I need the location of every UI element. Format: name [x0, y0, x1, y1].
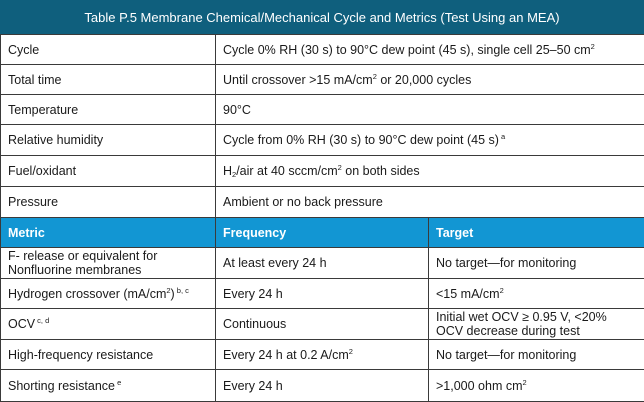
target-cell: Initial wet OCV ≥ 0.95 V, <20% OCV decrease during test [429, 309, 644, 340]
table-row [1, 65, 644, 95]
condition-value: Until crossover >15 $mA/cm^2$ or 20,000 cycles [216, 65, 644, 95]
condition-label: Cycle [1, 35, 216, 65]
table-row [1, 279, 644, 309]
condition-label: Pressure [1, 187, 216, 218]
target-cell: No target—for monitoring [429, 248, 644, 279]
table-row [1, 309, 644, 340]
target-cell: >1,000 ohm $cm^2$ [429, 370, 644, 402]
table-title: Table P.5 Membrane Chemical/Mechanical Cycle and Metrics (Test Using an MEA) [0, 0, 644, 34]
frequency-cell: Every 24 h [216, 279, 429, 309]
condition-value: Ambient or no back pressure [216, 187, 644, 218]
condition-value: Cycle 0% RH (30 s) to 90°C dew point (45 s), single cell 25–50 $cm^2$ [216, 35, 644, 65]
condition-value: $H_2$/air at 40 sccm/$cm^2$ on both sides [216, 156, 644, 187]
target-cell: <15 $mA/cm^2$ [429, 279, 644, 309]
metrics-header-row [1, 218, 644, 248]
table-row [1, 370, 644, 402]
metric-column-header: Metric [1, 218, 216, 248]
metric-cell: OCV $^{c, d}$ [1, 309, 216, 340]
table-row [1, 125, 644, 156]
target-column-header: Target [429, 218, 644, 248]
condition-label: Fuel/oxidant [1, 156, 216, 187]
table-row [1, 248, 644, 279]
table-row [1, 95, 644, 125]
table-row [1, 35, 644, 65]
condition-label: Relative humidity [1, 125, 216, 156]
table-row [1, 340, 644, 370]
frequency-cell: Every 24 h [216, 370, 429, 402]
condition-label: Total time [1, 65, 216, 95]
target-cell: No target—for monitoring [429, 340, 644, 370]
condition-label: Temperature [1, 95, 216, 125]
metric-cell: Hydrogen crossover $(mA/cm^2)$ $^{b, c}$ [1, 279, 216, 309]
membrane-cycle-table [0, 34, 644, 402]
condition-value: Cycle from 0% RH (30 s) to 90°C dew point (45 s) $^a$ [216, 125, 644, 156]
table-row [1, 187, 644, 218]
frequency-cell: Continuous [216, 309, 429, 340]
metric-cell: High-frequency resistance [1, 340, 216, 370]
table-row [1, 156, 644, 187]
metric-cell: F- release or equivalent for Nonfluorine membranes [1, 248, 216, 279]
frequency-cell: At least every 24 h [216, 248, 429, 279]
condition-value: 90°C [216, 95, 644, 125]
frequency-column-header: Frequency [216, 218, 429, 248]
frequency-cell: Every 24 h at 0.2 $A/cm^2$ [216, 340, 429, 370]
metric-cell: Shorting resistance $^e$ [1, 370, 216, 402]
